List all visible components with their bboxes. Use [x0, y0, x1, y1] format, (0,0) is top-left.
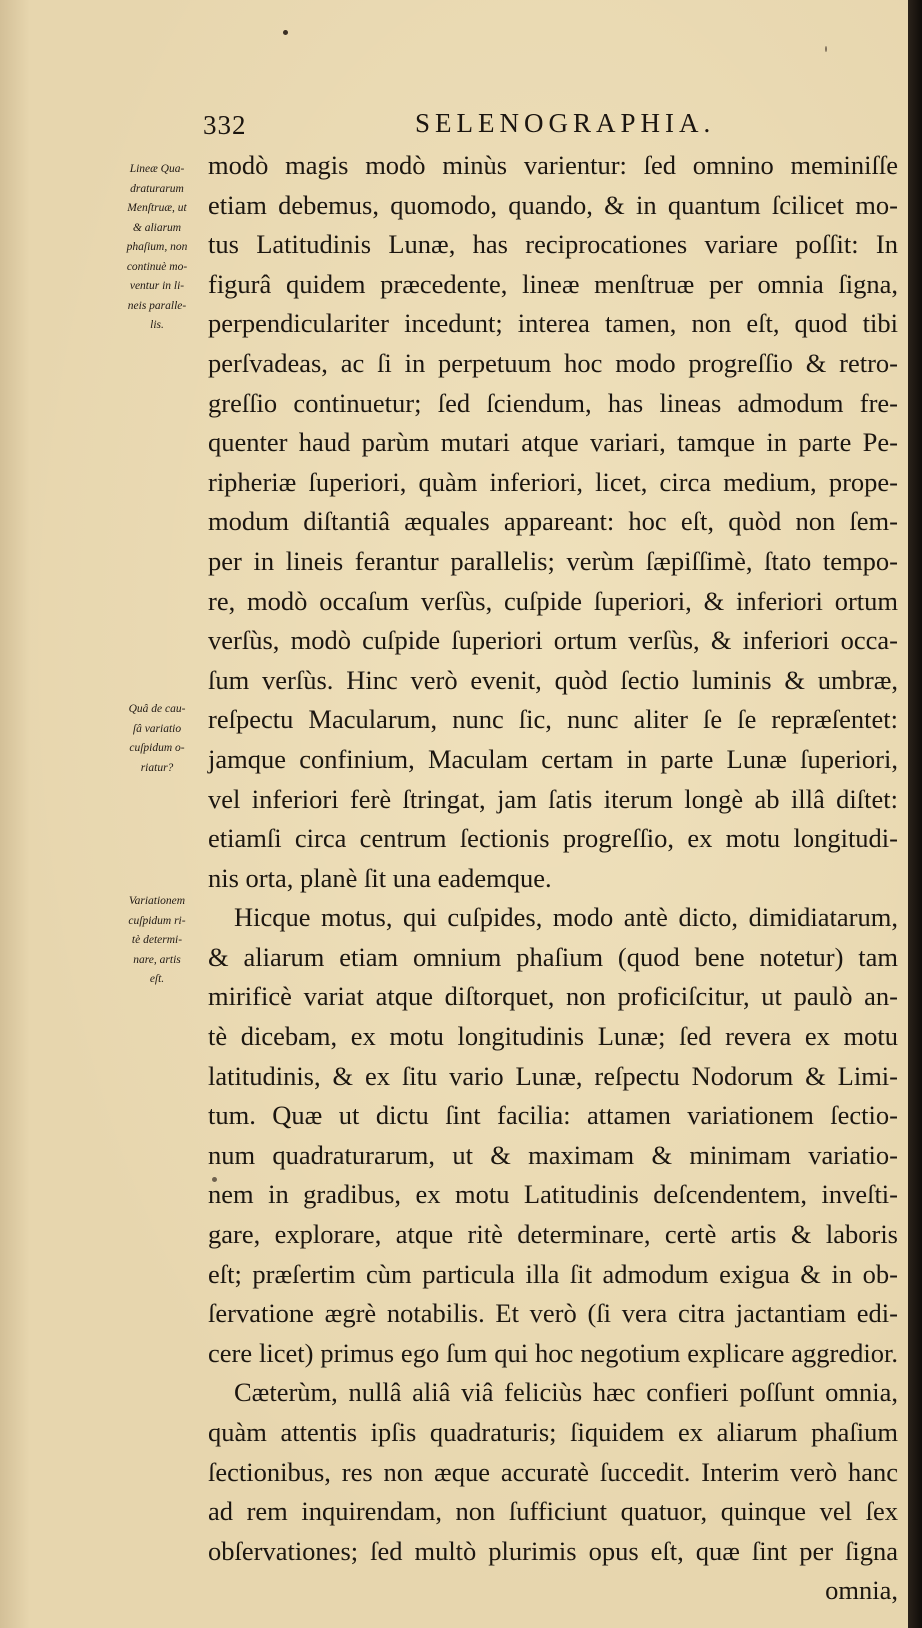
- margin-note-line: phaſium, non: [126, 241, 188, 253]
- margin-note-line: nare, artis: [133, 953, 181, 966]
- text-line: ſectionibus, res non æque accuratè ſuccedit. Interim verò hanc: [208, 1456, 898, 1487]
- text-line: nis orta, planè ſit una eademque.: [208, 862, 552, 893]
- text-line: quàm attentis ipſis quadraturis; ſiquidem ex aliarum phaſium: [208, 1417, 898, 1447]
- text-line: cere licet) primus ego ſum qui hoc negotium explicare aggredior.: [208, 1337, 898, 1368]
- text-line: modum diſtantiâ æquales appareant: hoc eſt, quòd non ſem-: [208, 506, 898, 537]
- text-line: re, modò occaſum verſùs, cuſpide ſuperiori, & inferiori ortum: [208, 585, 898, 616]
- text-line: ripheriæ ſuperiori, quàm inferiori, licet, circa medium, prope-: [208, 466, 898, 497]
- text-line: per in lineis ferantur parallelis; verùm ſæpiſſimè, ſtato tempo-: [208, 545, 898, 576]
- text-line: verſùs, modò cuſpide ſuperiori ortum verſùs, & inferiori occa-: [208, 625, 898, 656]
- text-line: num quadraturarum, ut & maximam & minimam variatio-: [208, 1139, 898, 1170]
- margin-note-line: cuſpidum ri-: [128, 914, 186, 927]
- text-line: ſum verſùs. Hinc verò evenit, quòd ſectio luminis & umbræ,: [208, 664, 898, 695]
- text-line: figurâ quidem præcedente, lineæ menſtruæ per omnia ſigna,: [208, 268, 898, 299]
- running-head: SELENOGRAPHIA.: [415, 108, 716, 138]
- text-line: eſt; præſertim cùm particula illa ſit admodum exigua & in ob-: [208, 1258, 898, 1289]
- text-line: vel inferiori ferè ſtringat, jam ſatis iterum longè ab illâ diſtet:: [208, 783, 898, 814]
- text-line: nem in gradibus, ex motu Latitudinis deſcendentem, inveſti-: [208, 1179, 898, 1210]
- text-line: & aliarum etiam omnium phaſium (quod bene notetur) tam: [208, 941, 898, 972]
- text-line: greſſio continuetur; ſed ſciendum, has lineas admodum fre-: [208, 387, 898, 418]
- margin-note-line: riatur?: [140, 761, 174, 774]
- margin-note-line: draturarum: [130, 182, 184, 195]
- text-line: Cæterùm, nullâ aliâ viâ feliciùs hæc confieri poſſunt omnia,: [234, 1377, 898, 1408]
- text-line: jamque confinium, Maculam certam in parte Lunæ ſuperiori,: [208, 743, 898, 774]
- catchword: omnia,: [825, 1575, 898, 1606]
- book-gutter-edge: [908, 0, 922, 1628]
- margin-note-lineae-quadraturarum: [116, 160, 198, 336]
- margin-note-line: Variationem: [128, 895, 186, 907]
- margin-note-line: cuſpidum o-: [129, 742, 185, 754]
- text-line: perpendiculariter incedunt; interea tamen, non eſt, quod tibi: [208, 308, 898, 339]
- page-number: 332: [203, 110, 247, 140]
- text-line: tus Latitudinis Lunæ, has reciprocationes variare poſſit: In: [208, 229, 898, 260]
- margin-note-qua-de-causa: [116, 700, 198, 778]
- margin-note-line: ſâ variatio: [132, 722, 182, 735]
- margin-note-line: continuè mo-: [126, 260, 188, 273]
- ink-speck: [825, 46, 827, 52]
- text-line: tè dicebam, ex motu longitudinis Lunæ; ſed revera ex motu: [208, 1021, 898, 1052]
- margin-note-line: tè determi-: [131, 934, 183, 946]
- margin-note-line: eſt.: [149, 973, 165, 985]
- text-line: latitudinis, & ex ſitu vario Lunæ, reſpectu Nodorum & Limi-: [208, 1060, 898, 1091]
- margin-note-line: Menſtruæ, ut: [127, 202, 187, 214]
- text-line: Hicque motus, qui cuſpides, modo antè dicto, dimidiatarum,: [234, 902, 898, 933]
- text-line: tum. Quæ ut dictu ſint facilia: attamen variationem ſectio-: [208, 1100, 898, 1131]
- text-line: quenter haud parùm mutari atque variari, tamque in parte Pe-: [208, 427, 898, 458]
- margin-note-line: Quâ de cau-: [128, 703, 186, 715]
- text-line: etiamſi circa centrum ſectionis progreſſio, ex motu longitudi-: [208, 823, 898, 854]
- text-line: perſvadeas, ac ſi in perpetuum hoc modo progreſſio & retro-: [208, 347, 898, 378]
- margin-note-line: & aliarum: [132, 221, 182, 234]
- margin-note-variationem-cuspidum: [116, 892, 198, 990]
- margin-note-line: lis.: [150, 319, 164, 331]
- ink-speck: [283, 30, 288, 35]
- text-line: mirificè variat atque diſtorquet, non proficiſcitur, ut paulò an-: [208, 981, 898, 1012]
- text-line: obſervationes; ſed multò plurimis opus eſt, quæ ſint per ſigna: [208, 1535, 898, 1566]
- text-line: modò magis modò minùs varientur: ſed omnino meminiſſe: [208, 150, 898, 180]
- margin-note-line: Lineæ Qua-: [129, 163, 185, 175]
- margin-note-line: ventur in li-: [129, 280, 185, 292]
- body-text: [208, 146, 898, 1611]
- text-line: reſpectu Macularum, nunc ſic, nunc aliter ſe ſe repræſentet:: [208, 704, 898, 735]
- text-line: ſervatione ægrè notabilis. Et verò (ſi vera citra jactantiam edi-: [208, 1298, 898, 1329]
- margin-note-line: neis paralle-: [127, 299, 187, 312]
- text-line: gare, explorare, atque ritè determinare, certè artis & laboris: [208, 1219, 898, 1250]
- page-header: [203, 108, 723, 142]
- text-line: etiam debemus, quomodo, quando, & in quantum ſcilicet mo-: [208, 189, 898, 220]
- text-line: ad rem inquirendam, non ſufficiunt quatuor, quinque vel ſex: [208, 1496, 898, 1527]
